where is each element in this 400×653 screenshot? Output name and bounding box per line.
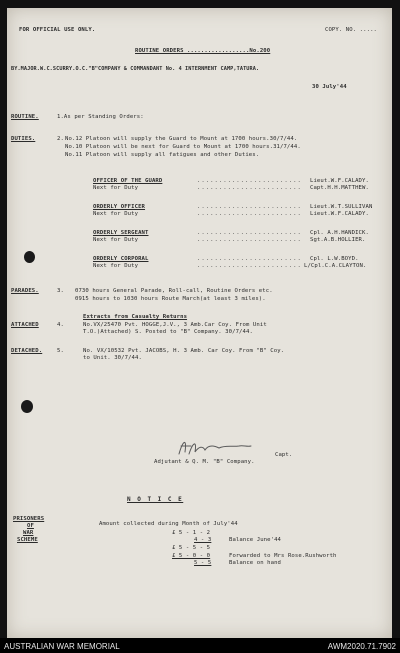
issuer-line: BY.MAJOR.W.C.SCURRY.O.C."B"COMPANY & COMMANDANT No. 4 INTERNMENT CAMP,TATURA. [11, 66, 260, 72]
punch-hole [24, 251, 35, 263]
roster-next-name: L/Cpl.C.A.CLAYTON. [304, 263, 367, 269]
leader-dots: ........................ [197, 185, 302, 191]
notice-amount: £ 5 - 1 - 2 [172, 530, 211, 536]
leader-dots: ........................ [197, 230, 302, 236]
parades-number: 3. [57, 288, 64, 294]
duties-label: DUTIES. [11, 136, 36, 142]
notice-note: Balance on hand [229, 560, 282, 566]
attached-line: No.VX/25470 Pvt. HOGGE,J.V., 3 Amb.Car Coy. From Unit [83, 322, 267, 328]
roster-next: Next for Duty [93, 237, 139, 243]
notice-side-label: SCHEME [17, 537, 38, 543]
notice-side-label: WAR [23, 530, 34, 536]
leader-dots: ........................ [197, 178, 302, 184]
duties-line: No.11 Platoon will supply all fatigues and other Duties. [65, 152, 260, 158]
routine-label: ROUTINE. [11, 114, 39, 120]
roster-name: Lieut.W.T.SULLIVAN [310, 204, 373, 210]
copy-number: COPY. NO. ..... [325, 27, 378, 33]
document-date: 30 July'44 [312, 84, 347, 90]
roster-name: Lieut.W.F.CALADY. [310, 178, 369, 184]
document-title: ROUTINE ORDERS ..................No.200 [135, 48, 271, 54]
footer-accession: AWM2020.71.7902 [327, 642, 396, 651]
roster-name: Cpl. A.H.HANDICK. [310, 230, 369, 236]
notice-amount: 5 - 5 [194, 560, 212, 566]
roster-role: OFFICER OF THE GUARD [93, 178, 163, 184]
leader-dots: ........................ [197, 263, 302, 269]
attached-heading: Extracts from Casualty Returns [83, 314, 188, 320]
roster-next: Next for Duty [93, 211, 139, 217]
roster-next-name: Lieut.W.F.CALADY. [310, 211, 369, 217]
leader-dots: ........................ [197, 211, 302, 217]
notice-note: Forwarded to Mrs Rose.Rushworth [229, 553, 337, 559]
roster-next: Next for Duty [93, 263, 139, 269]
roster-role: ORDERLY SERGEANT [93, 230, 149, 236]
attached-number: 4. [57, 322, 64, 328]
duties-number: 2. [57, 136, 64, 142]
notice-amount: £ 5 - 0 - 0 [172, 553, 211, 559]
notice-side-label: PRISONERS [13, 516, 45, 522]
duties-line: No.10 Platoon will be next for Guard to Mount at 1700 hours.31/7/44. [65, 144, 301, 150]
detached-number: 5. [57, 348, 64, 354]
roster-next-name: Sgt.A.B.HOLLIER. [310, 237, 366, 243]
detached-line: No. VX/10532 Pvt. JACOBS, H. 3 Amb. Car Coy. From "B" Coy. [83, 348, 285, 354]
roster-next-name: Capt.H.H.MATTHEW. [310, 185, 369, 191]
roster-role: ORDERLY CORPORAL [93, 256, 149, 262]
signature-role: Adjutant & Q. M. "B" Company. [154, 459, 255, 465]
routine-text: 1.As per Standing Orders: [57, 114, 144, 120]
detached-label: DETACHED. [11, 348, 43, 354]
notice-heading: N O T I C E [127, 496, 184, 503]
leader-dots: ........................ [197, 237, 302, 243]
detached-line: to Unit. 30/7/44. [83, 355, 142, 361]
handwritten-signature [175, 436, 255, 458]
roster-next: Next for Duty [93, 185, 139, 191]
leader-dots: ........................ [197, 256, 302, 262]
archive-footer [0, 638, 400, 653]
document-page [7, 8, 392, 638]
notice-amount: 4 - 3 [194, 537, 212, 543]
roster-role: ORDERLY OFFICER [93, 204, 146, 210]
leader-dots: ........................ [197, 204, 302, 210]
signature-title: Capt. [275, 452, 293, 458]
footer-institution: AUSTRALIAN WAR MEMORIAL [4, 642, 120, 651]
notice-note: Balance June'44 [229, 537, 282, 543]
attached-label: ATTACHED [11, 322, 39, 328]
notice-side-label: OF [27, 523, 34, 529]
punch-hole [21, 400, 33, 413]
attached-line: T.O.)Attached) S. Posted to "B" Company. 30/7/44. [83, 329, 253, 335]
parades-label: PARADES. [11, 288, 39, 294]
notice-intro: Amount collected during Month of July'44 [99, 521, 238, 527]
parades-line: 0915 hours to 1030 hours Route March(at least 3 miles). [75, 296, 266, 302]
roster-name: Cpl. L.W.BOYD. [310, 256, 359, 262]
classification-label: FOR OFFICIAL USE ONLY. [19, 27, 96, 33]
duties-line: No.12 Platoon will supply the Guard to Mount at 1700 hours.30/7/44. [65, 136, 298, 142]
parades-line: 0730 hours General Parade, Roll-call, Routine Orders etc. [75, 288, 273, 294]
notice-amount: £ 5 - 5 - 5 [172, 545, 211, 551]
